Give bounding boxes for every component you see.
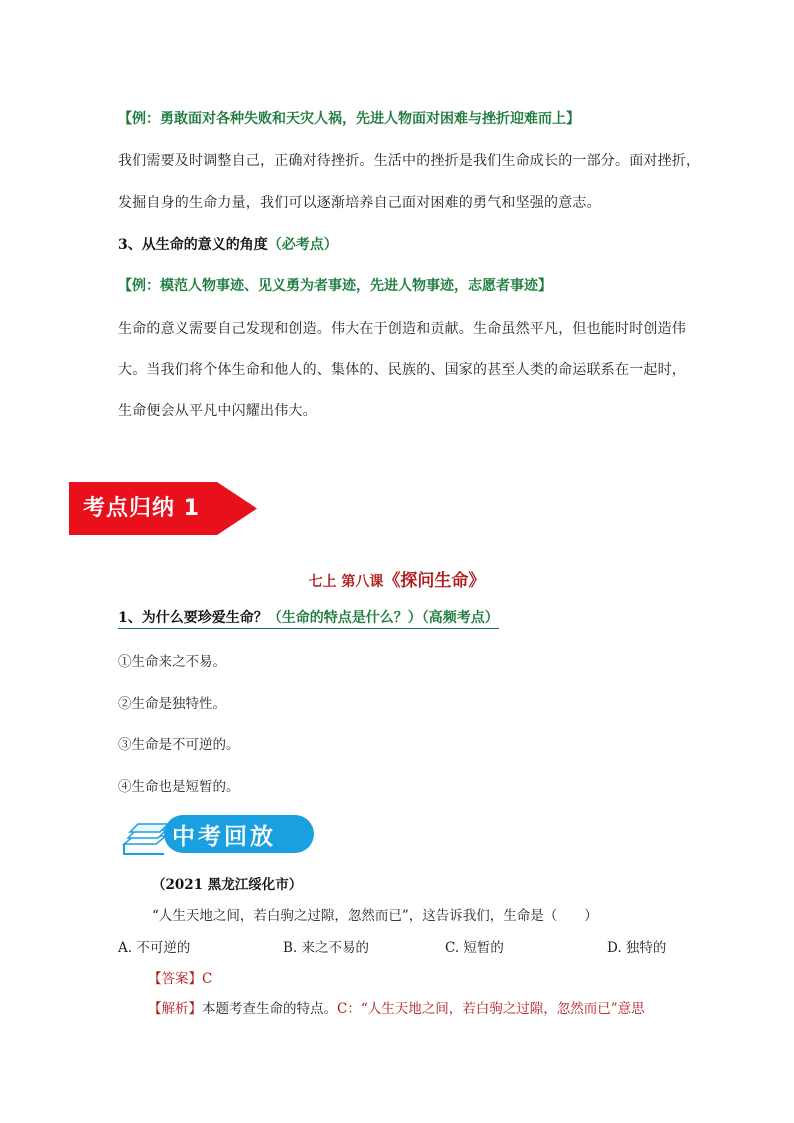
feature-item: ④生命也是短暂的。 (118, 779, 240, 795)
paragraph-line: 生命的意义需要自己发现和创造。伟大在于创造和贡献。生命虽然平凡，但也能时时创造伟 (118, 321, 686, 337)
analysis-quote: C：“人生天地之间，若白驹之过隙，忽然而已”意思 (337, 1001, 645, 1017)
option-c: C. 短暂的 (445, 940, 504, 956)
section-heading-3 (118, 234, 338, 254)
answer-line (148, 967, 212, 987)
analysis-label: 【解析】 (148, 1001, 202, 1017)
analysis-line (148, 997, 645, 1017)
question-text: 1、为什么要珍爱生命？ (118, 610, 268, 626)
paragraph-line: 生命便会从平凡中闪耀出伟大。 (118, 403, 317, 419)
exam-review-title: 中考回放 (172, 824, 276, 850)
answer-value: C (202, 971, 213, 987)
feature-item: ①生命来之不易。 (118, 654, 226, 670)
lesson-prefix: 七上 第八课 (308, 574, 384, 590)
option-d: D. 独特的 (607, 940, 667, 956)
lesson-name: 《探问生命》 (383, 571, 486, 591)
paragraph-line: 发掘自身的生命力量，我们可以逐渐培养自己面对困难的勇气和坚强的意志。 (118, 195, 601, 211)
question-heading-1 (118, 607, 499, 629)
option-a: A. 不可逆的 (118, 940, 191, 956)
paragraph-line: 大。当我们将个体生命和他人的、集体的、民族的、国家的甚至人类的命运联系在一起时， (118, 362, 686, 378)
option-b: B. 来之不易的 (283, 940, 370, 956)
exam-review-banner (120, 814, 320, 858)
analysis-text: 本题考查生命的特点。 (202, 1001, 337, 1017)
example-note-1: 【例：勇敢面对各种失败和天灾人祸，先进人物面对困难与挫折迎难而上】 (118, 111, 580, 127)
section-heading-text: 3、从生命的意义的角度 (118, 237, 268, 253)
exam-question: “人生天地之间，若白驹之过隙，忽然而已”，这告诉我们，生命是（ ） (152, 908, 598, 924)
section-banner (69, 482, 257, 535)
paragraph-line: 我们需要及时调整自己，正确对待挫折。生活中的挫折是我们生命成长的一部分。面对挫折， (118, 153, 701, 169)
lesson-title (0, 566, 794, 591)
answer-label: 【答案】 (148, 971, 202, 987)
section-heading-tag: （必考点） (267, 237, 338, 253)
banner-title: 考点归纳 1 (83, 496, 200, 521)
feature-item: ②生命是独特性。 (118, 696, 226, 712)
example-note-2: 【例：模范人物事迹、见义勇为者事迹，先进人物事迹，志愿者事迹】 (118, 278, 552, 294)
exam-source: （2021 黑龙江绥化市） (152, 877, 303, 893)
question-hint: （生命的特点是什么？）（高频考点） (267, 610, 499, 626)
feature-item: ③生命是不可逆的。 (118, 737, 240, 753)
